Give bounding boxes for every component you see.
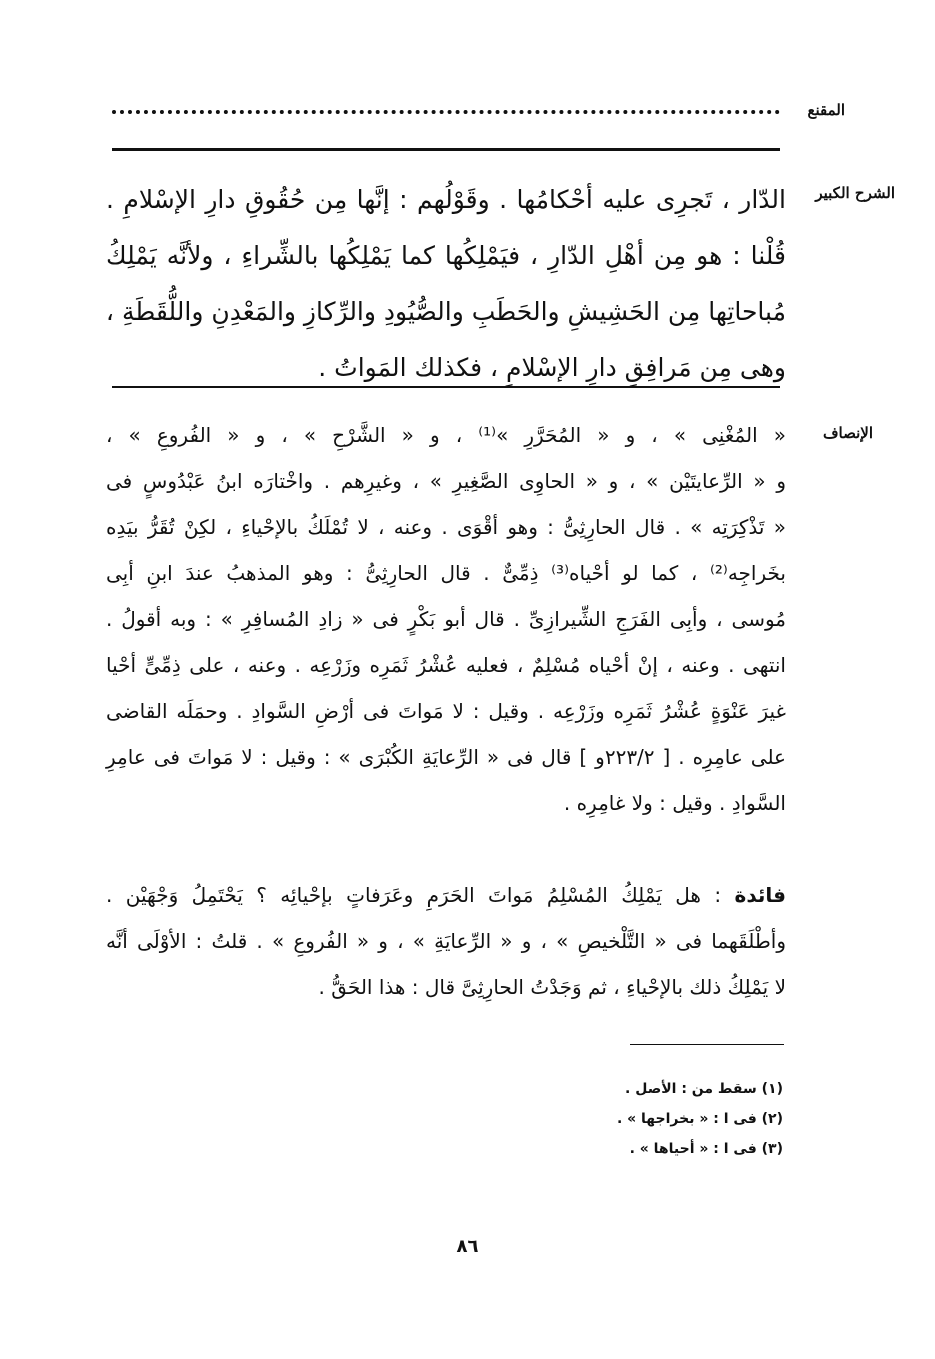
insaf-line: غيرَ عَنْوَةٍ عُشْرُ ثَمَرِه وزَرْعِه . وقيل : لا مَواتَ فى أرْضِ السَّوادِ . وحمَلَه القاضى [106,699,786,723]
faida-line: وأطْلَقَهما فى « التَّلْخيصِ » ، و « الرِّعايَةِ » ، و « الفُروعِ » . قلتُ : الأوْلَى أنَّه [106,929,786,953]
footnote-rule [630,1044,784,1045]
section-divider [112,386,780,388]
footnote-item: (١) سقط من : الأصل . [625,1081,783,1097]
insaf-line: بخَراجِه⁽²⁾ ، كما لو أحْياه⁽³⁾ ذِمِّىٌّ . قال الحارِثِىُّ : وهو المذهبُ عندَ ابنِ أبِى [106,561,786,585]
insaf-line: السَّوادِ . وقيل : ولا غامِرِه . [563,791,786,815]
header-dotted-rule [112,110,780,114]
faida-heading: فائدة [734,883,786,907]
sharh-line: وهى مِن مَرافِقِ دارِ الإسْلامِ ، فكذلك المَواتُ . [318,353,786,382]
insaf-line: « تَذْكِرَتِه » . قال الحارِثِىُّ : وهو أقْوَى . وعنه ، لا تُمْلَكُ بالإحْياءِ ، لكِنْ تُقَرُّ بيَدِه [106,515,786,539]
sharh-kabir-label: الشرح الكبير [815,184,895,202]
sharh-kabir-text [106,172,786,396]
footnote-item: (٣) فى ا : « أحياها » . [629,1141,783,1157]
insaf-line: و « الرِّعايتَيْن » ، و « الحاوِى الصَّغِيرِ » ، وغيرِهم . واخْتارَه ابنُ عَبْدُوسٍ فى [106,469,786,493]
faida-line: لا يَمْلِكُ ذلك بالإحْياءِ ، ثم وَجَدْتُ الحارِثِىَّ قال : هذا الحَقُّ . [318,975,786,999]
faida-line [106,872,786,918]
sharh-line: مُباحاتِها مِن الحَشِيشِ والحَطَبِ والصُّيُودِ والرِّكازِ والمَعْدِنِ واللُّقَطَةِ ، [105,297,786,326]
footnotes [617,1074,783,1164]
faida-paragraph [106,872,786,1010]
footnote-item: (٢) فى ا : « بخراجها » . [616,1111,783,1127]
insaf-line: على عامِرِه . [ ٢٢٣/٢و ] قال فى « الرِّعايَةِ الكُبْرَى » : وقيل : لا مَواتَ فى عامِرِ [106,745,786,769]
page-number: ٨٦ [456,1236,479,1257]
insaf-text [106,412,786,826]
sharh-line: الدّار ، تَجرِى عليه أحْكامُها . وقَوْلُهم : إنَّها مِن حُقُوقِ دارِ الإسْلامِ . [106,185,786,214]
faida-line-text: : هل يَمْلِكُ المُسْلِمُ مَواتَ الحَرَمِ وعَرَفاتٍ بإحْيائِه ؟ يَحْتَمِلُ وَجْهَيْن . [106,883,722,907]
header-solid-rule [112,148,780,151]
insaf-line: مُوسى ، وأبِى الفَرَجِ الشِّيرازِىِّ . قال أبو بَكْرٍ فى « زادِ المُسافِرِ » : وبه أقولُ . [106,607,786,631]
insaf-label: الإنصاف [822,424,873,442]
running-head-title: المقنع [807,101,845,119]
insaf-line: انتهى . وعنه ، إنْ أحْياه مُسْلِمٌ ، فعليه عُشْرُ ثَمَرِه وزَرْعِه . وعنه ، على ذِمِّىٍّ أحْيا [106,653,786,677]
insaf-line: « المُغْنِى » ، و « المُحَرَّرِ »⁽¹⁾ ، و « الشَّرْحِ » ، و « الفُروعِ » ، [106,423,786,447]
sharh-line: قُلْنا : هو مِن أهْلِ الدّارِ ، فيَمْلِكُها كما يَمْلِكُها بالشِّراءِ ، ولأنَّه يَمْلِكُ [106,241,786,270]
